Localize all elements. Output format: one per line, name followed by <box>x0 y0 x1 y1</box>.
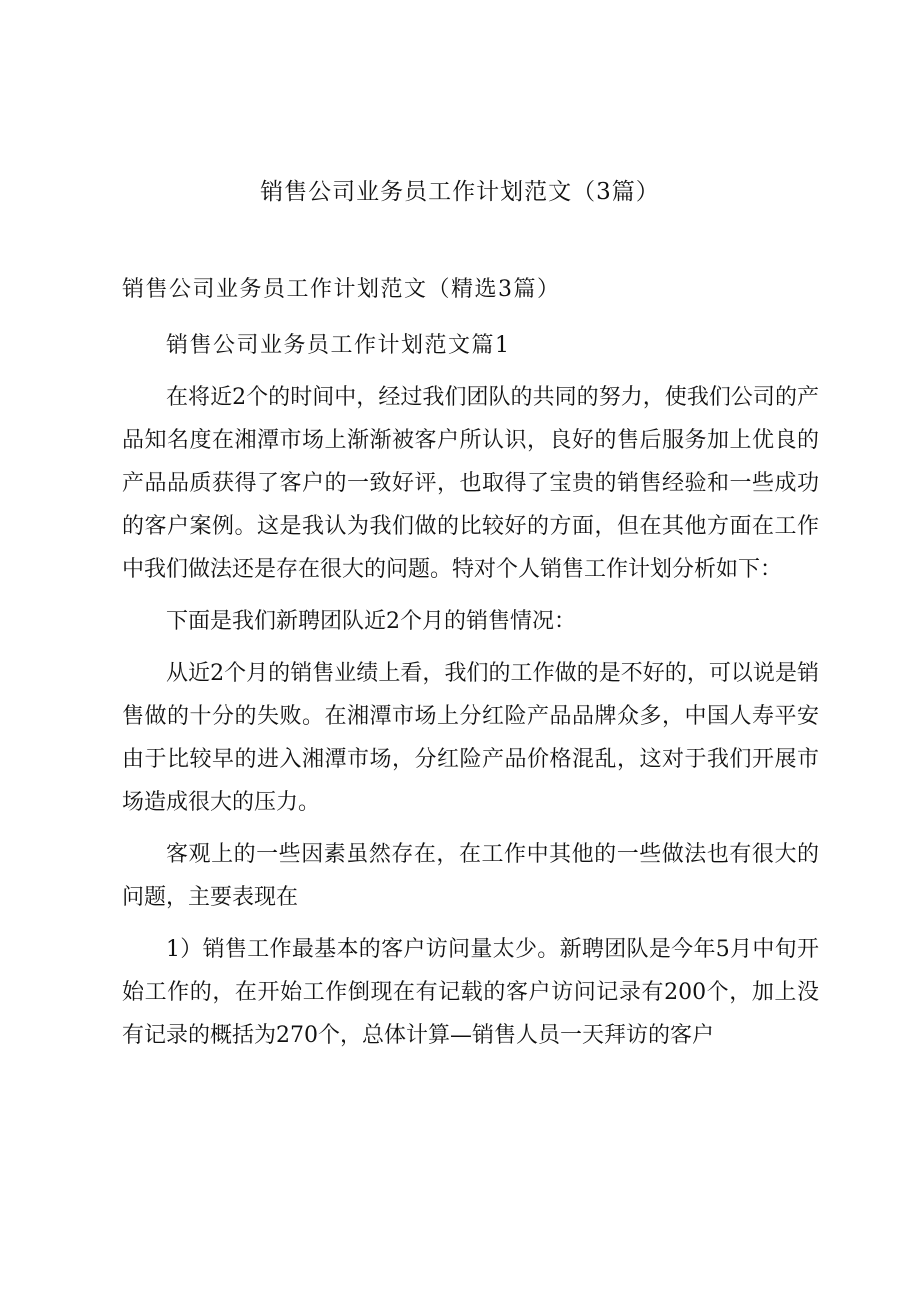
subtitle-paragraph: 销售公司业务员工作计划范文（精选3篇） <box>122 277 561 302</box>
body-paragraph: 从近2个月的销售业绩上看，我们的工作做的是不好的，可以说是销售做的十分的失败。在湘潭市场上分红险产品品牌众多，中国人寿平安由于比较早的进入湘潭市场，分红险产品价格混乱，这对于我们开展市场造成很大的压力。 <box>122 661 819 815</box>
body-paragraph: 下面是我们新聘团队近2个月的销售情况： <box>166 609 576 634</box>
body-paragraph: 在将近2个的时间中，经过我们团队的共同的努力，使我们公司的产品知名度在湘潭市场上渐渐被客户所认识，良好的售后服务加上优良的产品品质获得了客户的一致好评，也取得了宝贵的销售经验和一些成功的客户案例。这是我认为我们做的比较好的方面，但在其他方面在工作中我们做法还是存在很大的问题。特对个人销售工作计划分析如下： <box>122 385 819 582</box>
document-body <box>122 268 819 1057</box>
body-paragraph: 客观上的一些因素虽然存在，在工作中其他的一些做法也有很大的问题，主要表现在 <box>122 842 819 910</box>
body-paragraph: 1）销售工作最基本的客户访问量太少。新聘团队是今年5月中旬开始工作的，在开始工作倒现在有记载的客户访问记录有200个，加上没有记录的概括为270个，总体计算—销售人员一天拜访的客户 <box>122 937 819 1048</box>
section-heading: 销售公司业务员工作计划范文篇1 <box>166 333 511 358</box>
document-title: 销售公司业务员工作计划范文（3篇） <box>260 179 660 205</box>
